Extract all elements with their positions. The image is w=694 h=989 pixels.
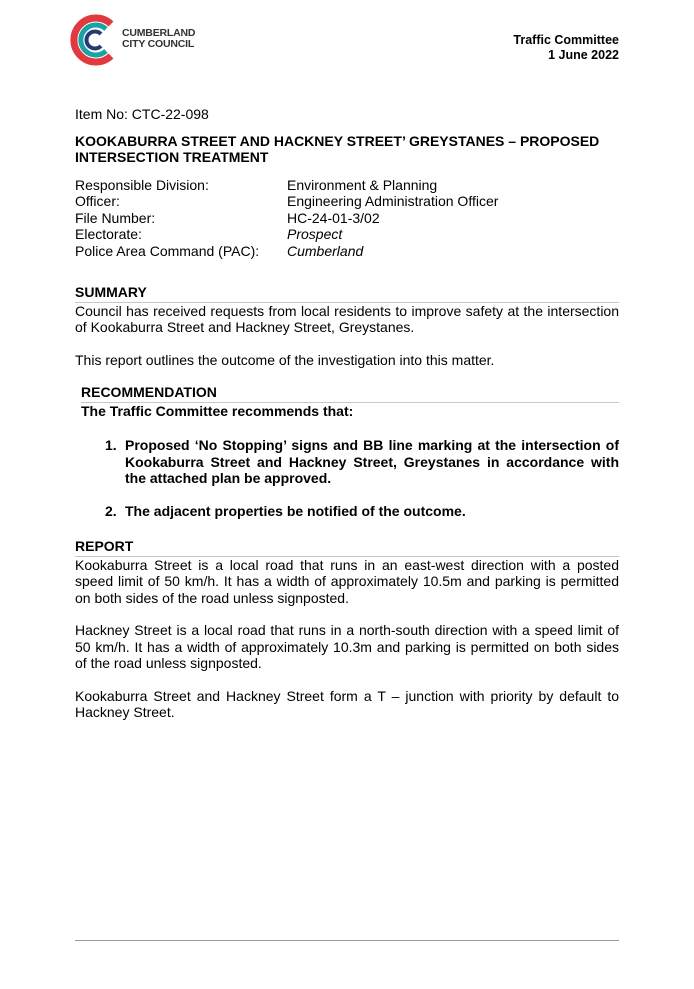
recommendation-number: 2. — [105, 502, 117, 519]
summary-paragraph: This report outlines the outcome of the investigation into this matter. — [75, 351, 495, 368]
recommendation-number: 1. — [105, 437, 117, 453]
meta-value: Environment & Planning — [287, 176, 438, 193]
meta-label: Officer: — [75, 193, 120, 209]
report-metadata — [75, 177, 619, 260]
logo-line-2: CITY COUNCIL — [122, 38, 195, 50]
summary-section — [75, 284, 619, 368]
recommendation-heading: RECOMMENDATION — [81, 384, 619, 403]
report-heading: REPORT — [75, 538, 619, 557]
report-paragraph: Kookaburra Street is a local road that runs in an east-west direction with a posted speed limit of 50 km/h. It has a width of approximately 10.5m and parking is permitted on both sides of the road unless signposted. — [75, 556, 619, 606]
meta-row-division — [75, 177, 619, 194]
item-number: Item No: CTC-22-098 — [75, 106, 209, 122]
report-section — [75, 538, 619, 721]
meta-row-officer — [75, 193, 619, 210]
meta-value: Cumberland — [287, 242, 364, 259]
meta-label: Responsible Division: — [75, 176, 209, 193]
meta-label: Electorate: — [75, 226, 142, 242]
report-paragraph: Hackney Street is a local road that runs in a north-south direction with a speed limit of 50 km/h. It has a width of approximately 10.3m and parking is permitted on both sides of the road unless signposted. — [75, 622, 619, 671]
logo-wordmark — [122, 28, 195, 50]
council-logo — [66, 12, 196, 70]
summary-paragraph: Council has received requests from local residents to improve safety at the intersection of Kookaburra Street and Hackney Street, Greystanes. — [75, 302, 619, 335]
meeting-date: 1 June 2022 — [548, 48, 619, 62]
report-paragraph: Kookaburra Street and Hackney Street form a T – junction with priority by default to Hackney Street. — [75, 687, 619, 720]
recommendation-text: The adjacent properties be notified of the outcome. — [125, 502, 466, 519]
report-title: KOOKABURRA STREET AND HACKNEY STREET’ GREYSTANES – PROPOSED INTERSECTION TREATMENT — [75, 132, 600, 165]
recommendation-section — [81, 384, 619, 519]
meta-value: Engineering Administration Officer — [287, 193, 499, 209]
meta-row-electorate — [75, 226, 619, 243]
report-content — [75, 106, 619, 737]
recommendation-text: Proposed ‘No Stopping’ signs and BB line marking at the intersection of Kookaburra Street and Hackney Street, Greystanes in accordance with the attached plan be approved. — [125, 437, 619, 486]
cumberland-c-logo-icon — [66, 12, 122, 68]
document-header — [513, 33, 619, 63]
meta-row-pac — [75, 243, 619, 260]
logo-line-1: CUMBERLAND — [122, 27, 196, 39]
meta-value: Prospect — [287, 226, 343, 242]
recommendation-list — [81, 437, 619, 519]
meta-label: File Number: — [75, 209, 156, 226]
footer-divider — [75, 940, 619, 941]
summary-heading: SUMMARY — [75, 284, 619, 303]
meta-label: Police Area Command (PAC): — [75, 242, 260, 259]
meta-row-file-number — [75, 210, 619, 227]
recommendation-intro: The Traffic Committee recommends that: — [81, 402, 354, 419]
committee-name: Traffic Committee — [513, 33, 619, 47]
meta-value: HC-24-01-3/02 — [287, 209, 380, 226]
recommendation-item — [81, 437, 619, 487]
recommendation-item — [81, 503, 619, 520]
